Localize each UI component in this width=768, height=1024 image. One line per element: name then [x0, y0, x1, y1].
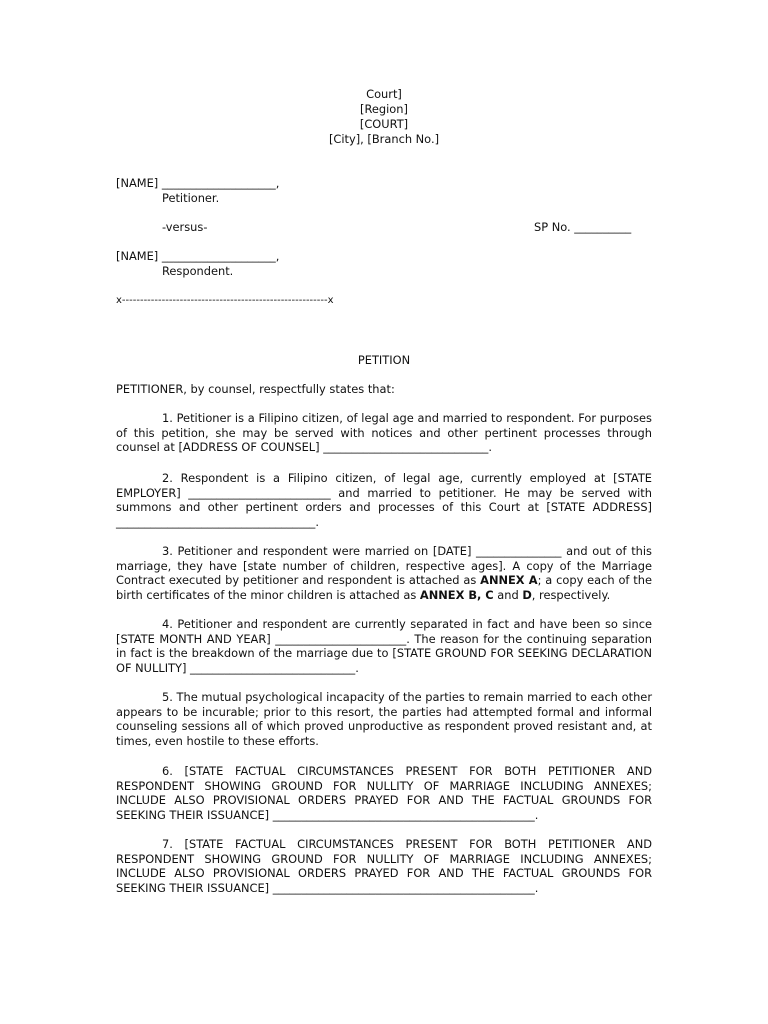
paragraph-1-text: 1. Petitioner is a Filipino citizen, of legal age and married to respondent. For purposes of this petition, she may be served with notices and other pertinent processes through counsel at [ADDRESS OF COUNSEL] _____________________________.	[116, 411, 652, 455]
paragraph-3	[116, 544, 652, 602]
paragraph-6	[116, 764, 652, 822]
paragraph-2-text: 2. Respondent is a Filipino citizen, of legal age, currently employed at [STATE EMPLOYER] _________________________ and married to petitioner. He may be served with summons and other pertinent orders and processes of this Court at [STATE ADDRESS] ___________________________________.	[116, 471, 652, 529]
header-region: [Region]	[360, 102, 408, 116]
header-court-name: [COURT]	[359, 117, 409, 131]
sp-number: SP No. __________	[534, 220, 632, 234]
petitioner-role: Petitioner.	[162, 191, 220, 205]
paragraph-7-text: 7. [STATE FACTUAL CIRCUMSTANCES PRESENT FOR BOTH PETITIONER AND RESPONDENT SHOWING GROUND FOR NULLITY OF MARRIAGE INCLUDING ANNEXES; INCLUDE ALSO PROVISIONAL ORDERS PRAYED FOR AND THE FACTUAL GROUNDS FOR SEEKING THEIR ISSUANCE] ______________________________________________.	[116, 837, 652, 895]
respondent-role: Respondent.	[162, 264, 234, 278]
annex-a-label: ANNEX A	[480, 573, 538, 588]
paragraph-4	[116, 617, 652, 675]
paragraph-2	[116, 471, 652, 529]
paragraph-5-text: 5. The mutual psychological incapacity of the parties to remain married to each other appears to be incurable; prior to this resort, the parties had attempted formal and informal counseling sessions all of which proved unproductive as respondent proved resistant and, at times, even hostile to these efforts.	[116, 690, 652, 748]
paragraph-7	[116, 837, 652, 895]
paragraph-3-text-b: ; a copy each of the birth certificates of the minor children is attached as	[116, 573, 652, 602]
paragraph-1	[116, 411, 652, 455]
annex-bc-label: ANNEX B, C	[419, 587, 494, 602]
paragraph-6-text: 6. [STATE FACTUAL CIRCUMSTANCES PRESENT FOR BOTH PETITIONER AND RESPONDENT SHOWING GROUND FOR NULLITY OF MARRIAGE INCLUDING ANNEXES; INCLUDE ALSO PROVISIONAL ORDERS PRAYED FOR AND THE FACTUAL GROUNDS FOR SEEKING THEIR ISSUANCE] ______________________________________________.	[116, 764, 652, 822]
paragraph-3-text-a: 3. Petitioner and respondent were married on [DATE] _______________ and out of this marriage, they have [state number of children, respective ages]. A copy of the Marriage Contract executed by petitioner and respondent is attached as	[116, 544, 652, 588]
paragraph-4-text: 4. Petitioner and respondent are currently separated in fact and have been so since [STATE MONTH AND YEAR] _______________________. The reason for the continuing separation in fact is the breakdown of the marriage due to [STATE GROUND FOR SEEKING DECLARATION OF NULLITY] _____________________________.	[116, 617, 652, 675]
paragraph-3-text-c: , respectively.	[531, 587, 611, 602]
paragraph-3-and: and	[493, 587, 523, 602]
versus-label: -versus-	[162, 220, 208, 234]
respondent-name: [NAME] ____________________,	[116, 249, 280, 263]
intro-statement: PETITIONER, by counsel, respectfully states that:	[116, 382, 395, 396]
document-title: PETITION	[357, 353, 411, 367]
header-court: Court]	[366, 87, 402, 101]
paragraph-5	[116, 690, 652, 748]
annex-d-label: D	[522, 587, 532, 602]
header-city-branch: [City], [Branch No.]	[328, 132, 440, 146]
caption-separator: x---------------------------------------------------------x	[116, 295, 334, 306]
petitioner-name: [NAME] ____________________,	[116, 176, 280, 190]
